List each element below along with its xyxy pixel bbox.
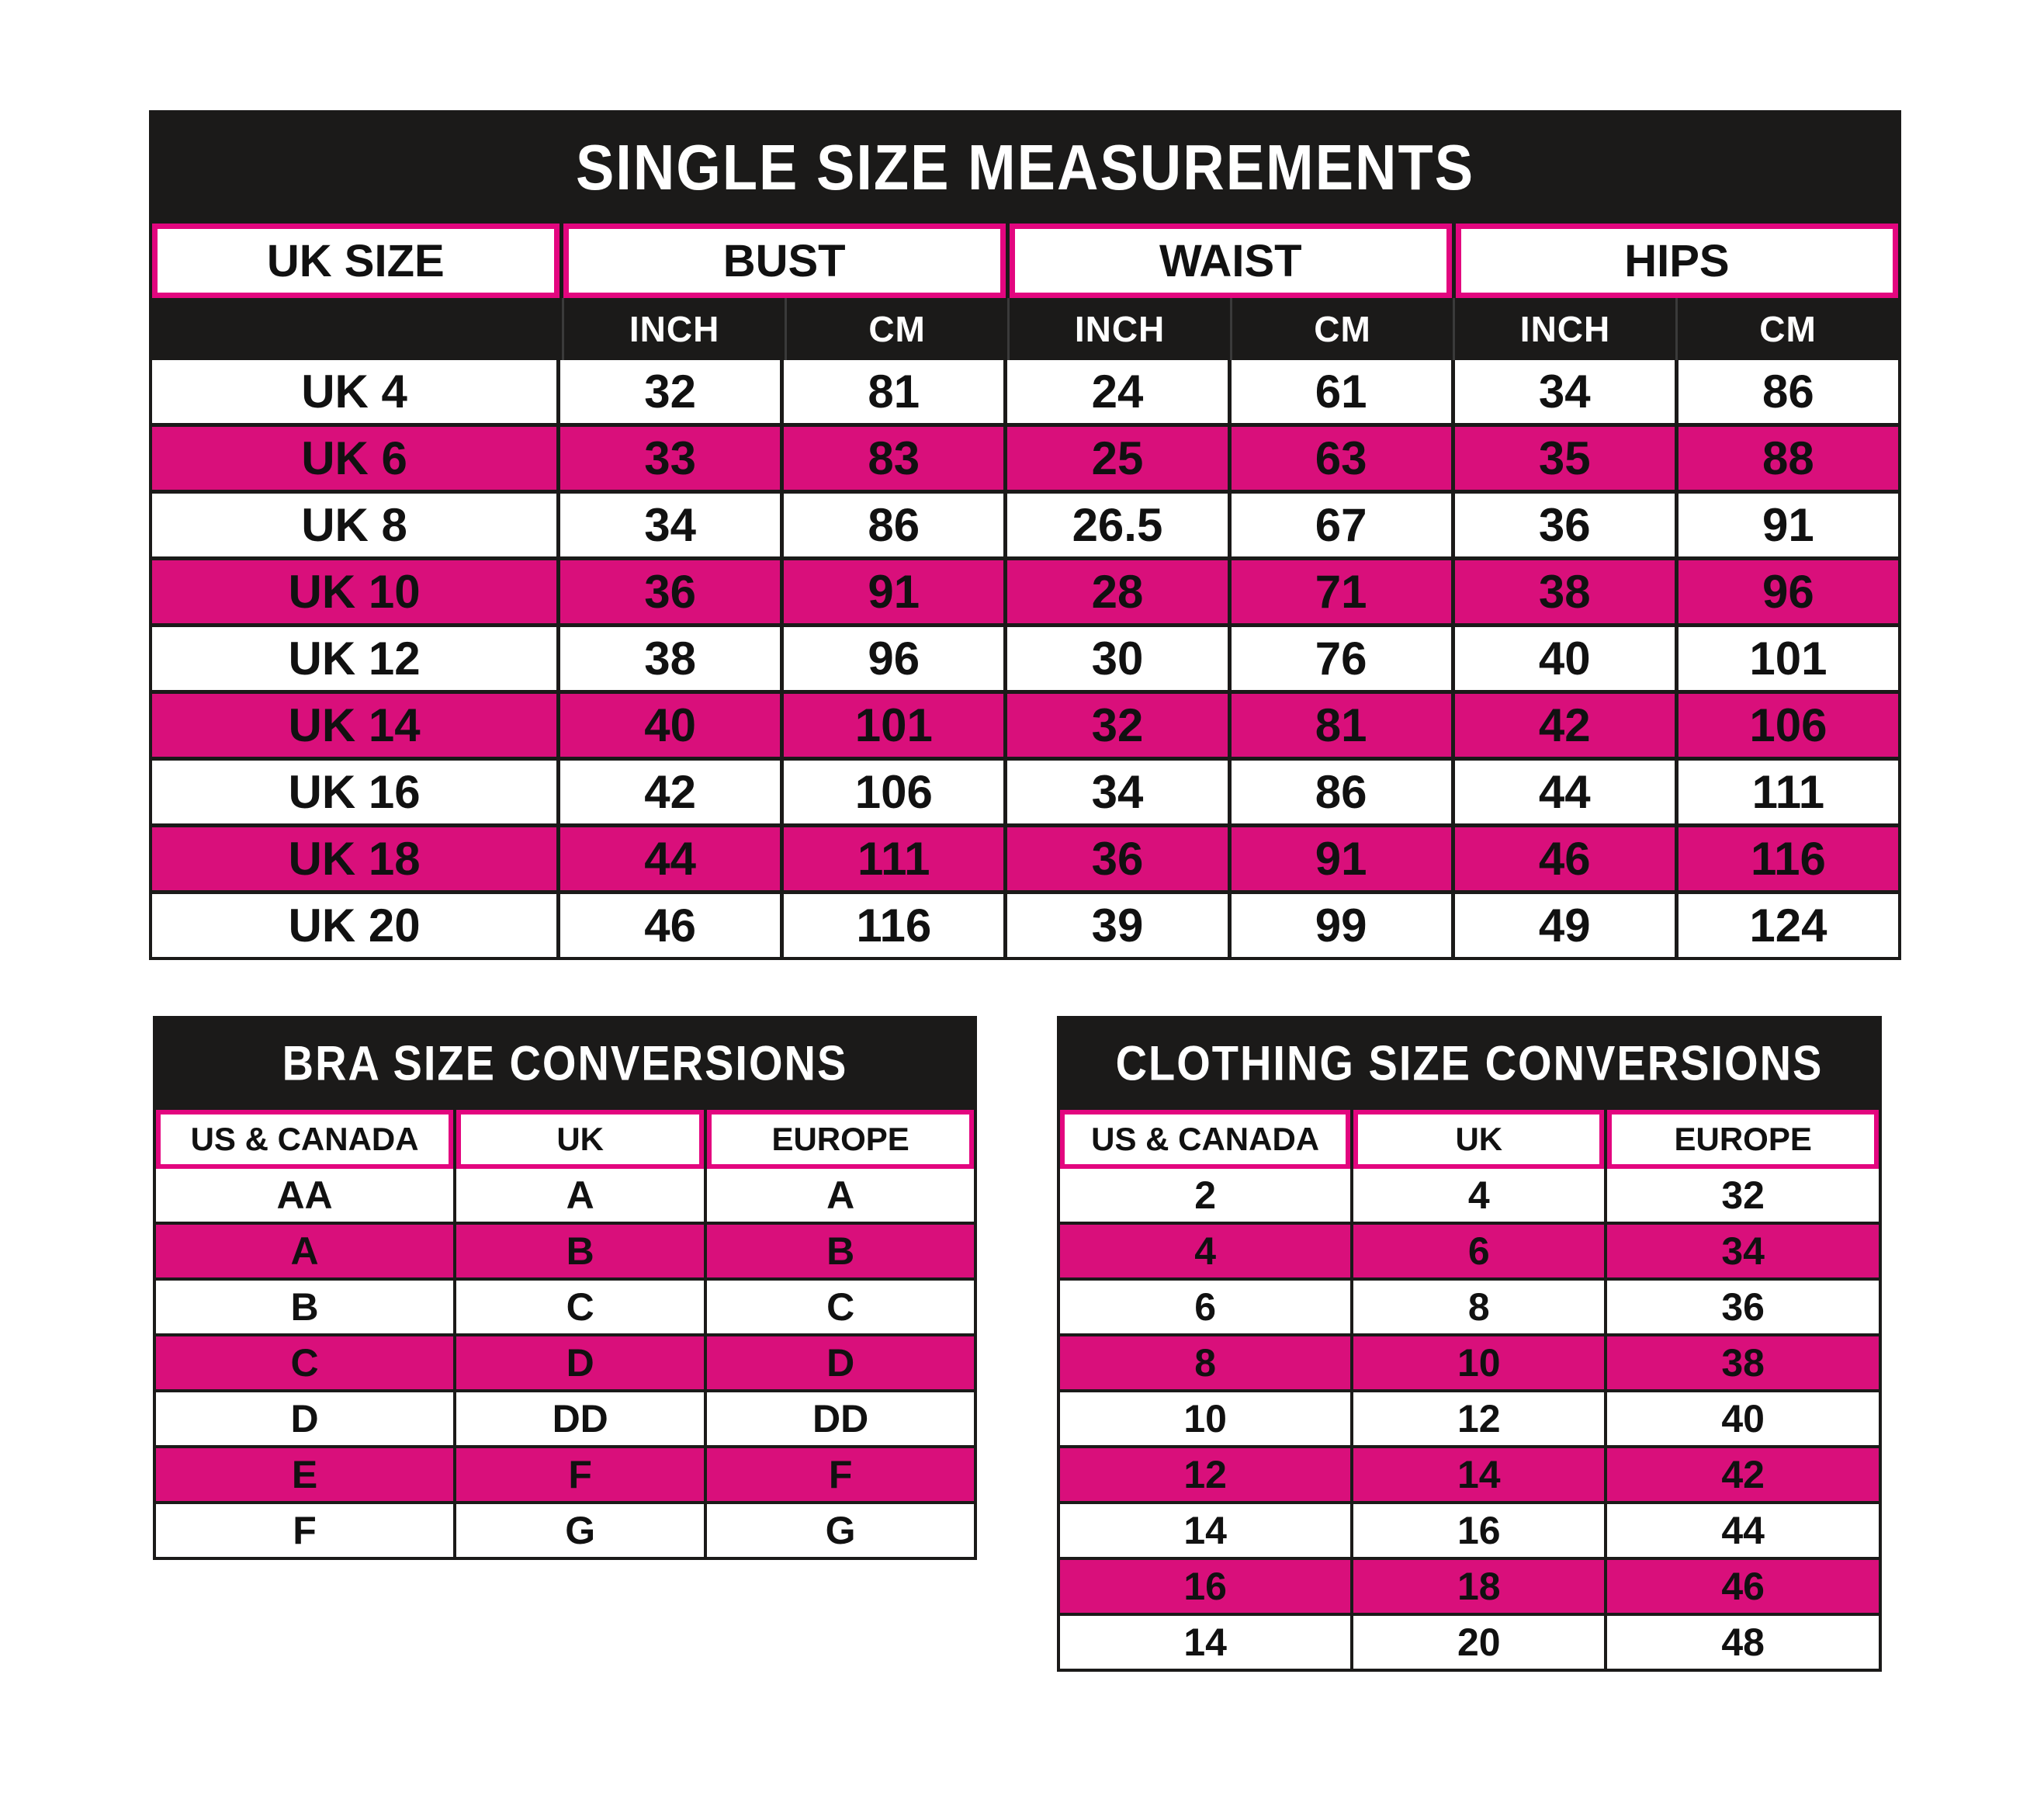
table-cell: 111 <box>1679 761 1898 823</box>
table-cell: 71 <box>1232 560 1451 623</box>
table-cell: 34 <box>560 494 780 556</box>
table-cell: B <box>707 1225 974 1277</box>
table-cell: 48 <box>1607 1616 1879 1669</box>
table-row <box>152 560 1898 623</box>
column-header-europe: EUROPE <box>1607 1110 1879 1169</box>
table-row <box>152 827 1898 890</box>
table-cell: 8 <box>1353 1281 1604 1333</box>
table-cell: B <box>156 1281 453 1333</box>
table-cell: DD <box>707 1392 974 1445</box>
table-cell: 14 <box>1060 1616 1350 1669</box>
clothing-size-table <box>1057 1016 1882 1672</box>
table-cell: 101 <box>784 694 1003 757</box>
table-cell: 91 <box>1232 827 1451 890</box>
clothing-size-title: CLOTHING SIZE CONVERSIONS <box>1115 1035 1824 1090</box>
table-cell: 38 <box>1455 560 1675 623</box>
table-cell: UK 16 <box>152 761 556 823</box>
table-cell: 6 <box>1060 1281 1350 1333</box>
table-cell: 44 <box>1455 761 1675 823</box>
table-cell: 38 <box>1607 1336 1879 1389</box>
table-cell: 26.5 <box>1007 494 1227 556</box>
table-cell: 10 <box>1060 1392 1350 1445</box>
table-row <box>156 1448 974 1501</box>
table-cell: 106 <box>1679 694 1898 757</box>
table-row <box>1060 1225 1879 1277</box>
bra-header-row <box>153 1110 977 1169</box>
table-cell: 40 <box>1607 1392 1879 1445</box>
table-cell: 32 <box>560 360 780 423</box>
table-cell: 36 <box>560 560 780 623</box>
table-row <box>152 694 1898 757</box>
table-cell: C <box>707 1281 974 1333</box>
table-cell: D <box>707 1336 974 1389</box>
table-row <box>1060 1336 1879 1389</box>
bra-size-table <box>153 1016 977 1560</box>
table-cell: 49 <box>1455 894 1675 957</box>
table-cell: UK 6 <box>152 427 556 490</box>
table-cell: 18 <box>1353 1560 1604 1613</box>
table-cell: F <box>707 1448 974 1501</box>
clothing-header-row <box>1057 1110 1882 1169</box>
table-cell: 2 <box>1060 1169 1350 1222</box>
table-cell: 101 <box>1679 627 1898 690</box>
column-header-uk: UK <box>456 1110 704 1169</box>
table-cell: UK 14 <box>152 694 556 757</box>
table-row <box>156 1225 974 1277</box>
single-size-table <box>149 110 1901 960</box>
table-cell: A <box>707 1169 974 1222</box>
table-cell: F <box>456 1448 704 1501</box>
table-cell: 16 <box>1060 1560 1350 1613</box>
table-cell: 32 <box>1607 1169 1879 1222</box>
column-header-us-canada: US & CANADA <box>1060 1110 1350 1169</box>
table-row <box>1060 1560 1879 1613</box>
table-cell: 34 <box>1007 761 1227 823</box>
table-row <box>152 427 1898 490</box>
table-cell: 46 <box>560 894 780 957</box>
table-cell: 28 <box>1007 560 1227 623</box>
table-cell: 4 <box>1353 1169 1604 1222</box>
table-row <box>156 1281 974 1333</box>
table-cell: 40 <box>560 694 780 757</box>
table-cell: 116 <box>1679 827 1898 890</box>
table-cell: 33 <box>560 427 780 490</box>
table-cell: 61 <box>1232 360 1451 423</box>
table-cell: 14 <box>1353 1448 1604 1501</box>
table-row <box>152 627 1898 690</box>
table-cell: DD <box>456 1392 704 1445</box>
table-row <box>156 1336 974 1389</box>
table-cell: C <box>456 1281 704 1333</box>
clothing-size-title-bar <box>1057 1016 1882 1110</box>
table-cell: A <box>156 1225 453 1277</box>
table-cell: 14 <box>1060 1504 1350 1557</box>
column-header-waist: WAIST <box>1010 224 1452 298</box>
unit-header-hips-inch: INCH <box>1453 298 1675 360</box>
table-row <box>156 1392 974 1445</box>
table-cell: 30 <box>1007 627 1227 690</box>
table-cell: 10 <box>1353 1336 1604 1389</box>
table-row <box>1060 1281 1879 1333</box>
table-cell: 86 <box>784 494 1003 556</box>
table-cell: 38 <box>560 627 780 690</box>
table-cell: 39 <box>1007 894 1227 957</box>
table-cell: 16 <box>1353 1504 1604 1557</box>
table-cell: 44 <box>560 827 780 890</box>
table-cell: 35 <box>1455 427 1675 490</box>
column-header-bust: BUST <box>563 224 1006 298</box>
table-cell: 124 <box>1679 894 1898 957</box>
table-row <box>1060 1392 1879 1445</box>
table-cell: 63 <box>1232 427 1451 490</box>
table-cell: 4 <box>1060 1225 1350 1277</box>
column-header-europe: EUROPE <box>707 1110 974 1169</box>
table-cell: E <box>156 1448 453 1501</box>
table-row <box>1060 1448 1879 1501</box>
table-cell: 24 <box>1007 360 1227 423</box>
bra-size-rows <box>153 1169 977 1560</box>
table-cell: G <box>456 1504 704 1557</box>
column-header-hips: HIPS <box>1456 224 1898 298</box>
table-cell: 91 <box>1679 494 1898 556</box>
unit-header-waist-cm: CM <box>1230 298 1453 360</box>
table-row <box>156 1504 974 1557</box>
table-cell: 42 <box>560 761 780 823</box>
unit-header-waist-inch: INCH <box>1007 298 1230 360</box>
table-cell: 20 <box>1353 1616 1604 1669</box>
table-cell: 67 <box>1232 494 1451 556</box>
table-cell: 99 <box>1232 894 1451 957</box>
table-row <box>1060 1616 1879 1669</box>
table-cell: UK 18 <box>152 827 556 890</box>
column-header-uk-size: UK SIZE <box>152 224 560 298</box>
table-cell: 86 <box>1232 761 1451 823</box>
table-cell: 34 <box>1607 1225 1879 1277</box>
bra-size-title-bar <box>153 1016 977 1110</box>
table-cell: 12 <box>1353 1392 1604 1445</box>
table-cell: 111 <box>784 827 1003 890</box>
table-cell: 46 <box>1455 827 1675 890</box>
table-cell: 6 <box>1353 1225 1604 1277</box>
single-size-title: SINGLE SIZE MEASUREMENTS <box>575 130 1475 203</box>
table-cell: 81 <box>784 360 1003 423</box>
table-cell: 86 <box>1679 360 1898 423</box>
table-cell: 96 <box>1679 560 1898 623</box>
table-cell: D <box>456 1336 704 1389</box>
table-row <box>152 360 1898 423</box>
table-cell: 88 <box>1679 427 1898 490</box>
table-row <box>1060 1504 1879 1557</box>
table-cell: 44 <box>1607 1504 1879 1557</box>
table-cell: 36 <box>1007 827 1227 890</box>
table-cell: C <box>156 1336 453 1389</box>
table-cell: 8 <box>1060 1336 1350 1389</box>
table-cell: 116 <box>784 894 1003 957</box>
unit-header-bust-cm: CM <box>785 298 1007 360</box>
single-size-title-bar <box>149 110 1901 224</box>
table-cell: 83 <box>784 427 1003 490</box>
table-cell: 34 <box>1455 360 1675 423</box>
table-row <box>1060 1169 1879 1222</box>
table-cell: 81 <box>1232 694 1451 757</box>
table-cell: 36 <box>1607 1281 1879 1333</box>
table-cell: 42 <box>1455 694 1675 757</box>
table-cell: UK 4 <box>152 360 556 423</box>
table-cell: B <box>456 1225 704 1277</box>
table-cell: G <box>707 1504 974 1557</box>
table-cell: 32 <box>1007 694 1227 757</box>
single-size-rows <box>149 360 1901 960</box>
table-cell: UK 12 <box>152 627 556 690</box>
unit-header-row <box>149 298 1901 360</box>
unit-header-spacer <box>152 298 562 360</box>
table-cell: 76 <box>1232 627 1451 690</box>
table-cell: 36 <box>1455 494 1675 556</box>
table-cell: 106 <box>784 761 1003 823</box>
table-cell: AA <box>156 1169 453 1222</box>
table-cell: 96 <box>784 627 1003 690</box>
table-row <box>156 1169 974 1222</box>
column-header-us-canada: US & CANADA <box>156 1110 453 1169</box>
single-size-header-row <box>149 224 1901 298</box>
table-cell: D <box>156 1392 453 1445</box>
table-row <box>152 494 1898 556</box>
table-cell: 46 <box>1607 1560 1879 1613</box>
table-cell: 40 <box>1455 627 1675 690</box>
table-cell: 12 <box>1060 1448 1350 1501</box>
clothing-size-rows <box>1057 1169 1882 1672</box>
table-cell: UK 10 <box>152 560 556 623</box>
table-cell: UK 8 <box>152 494 556 556</box>
table-cell: A <box>456 1169 704 1222</box>
column-header-uk: UK <box>1353 1110 1604 1169</box>
table-cell: F <box>156 1504 453 1557</box>
table-row <box>152 894 1898 957</box>
table-cell: 42 <box>1607 1448 1879 1501</box>
unit-header-bust-inch: INCH <box>562 298 785 360</box>
table-cell: UK 20 <box>152 894 556 957</box>
table-cell: 25 <box>1007 427 1227 490</box>
bra-size-title: BRA SIZE CONVERSIONS <box>282 1035 848 1090</box>
unit-header-hips-cm: CM <box>1675 298 1898 360</box>
table-cell: 91 <box>784 560 1003 623</box>
table-row <box>152 761 1898 823</box>
